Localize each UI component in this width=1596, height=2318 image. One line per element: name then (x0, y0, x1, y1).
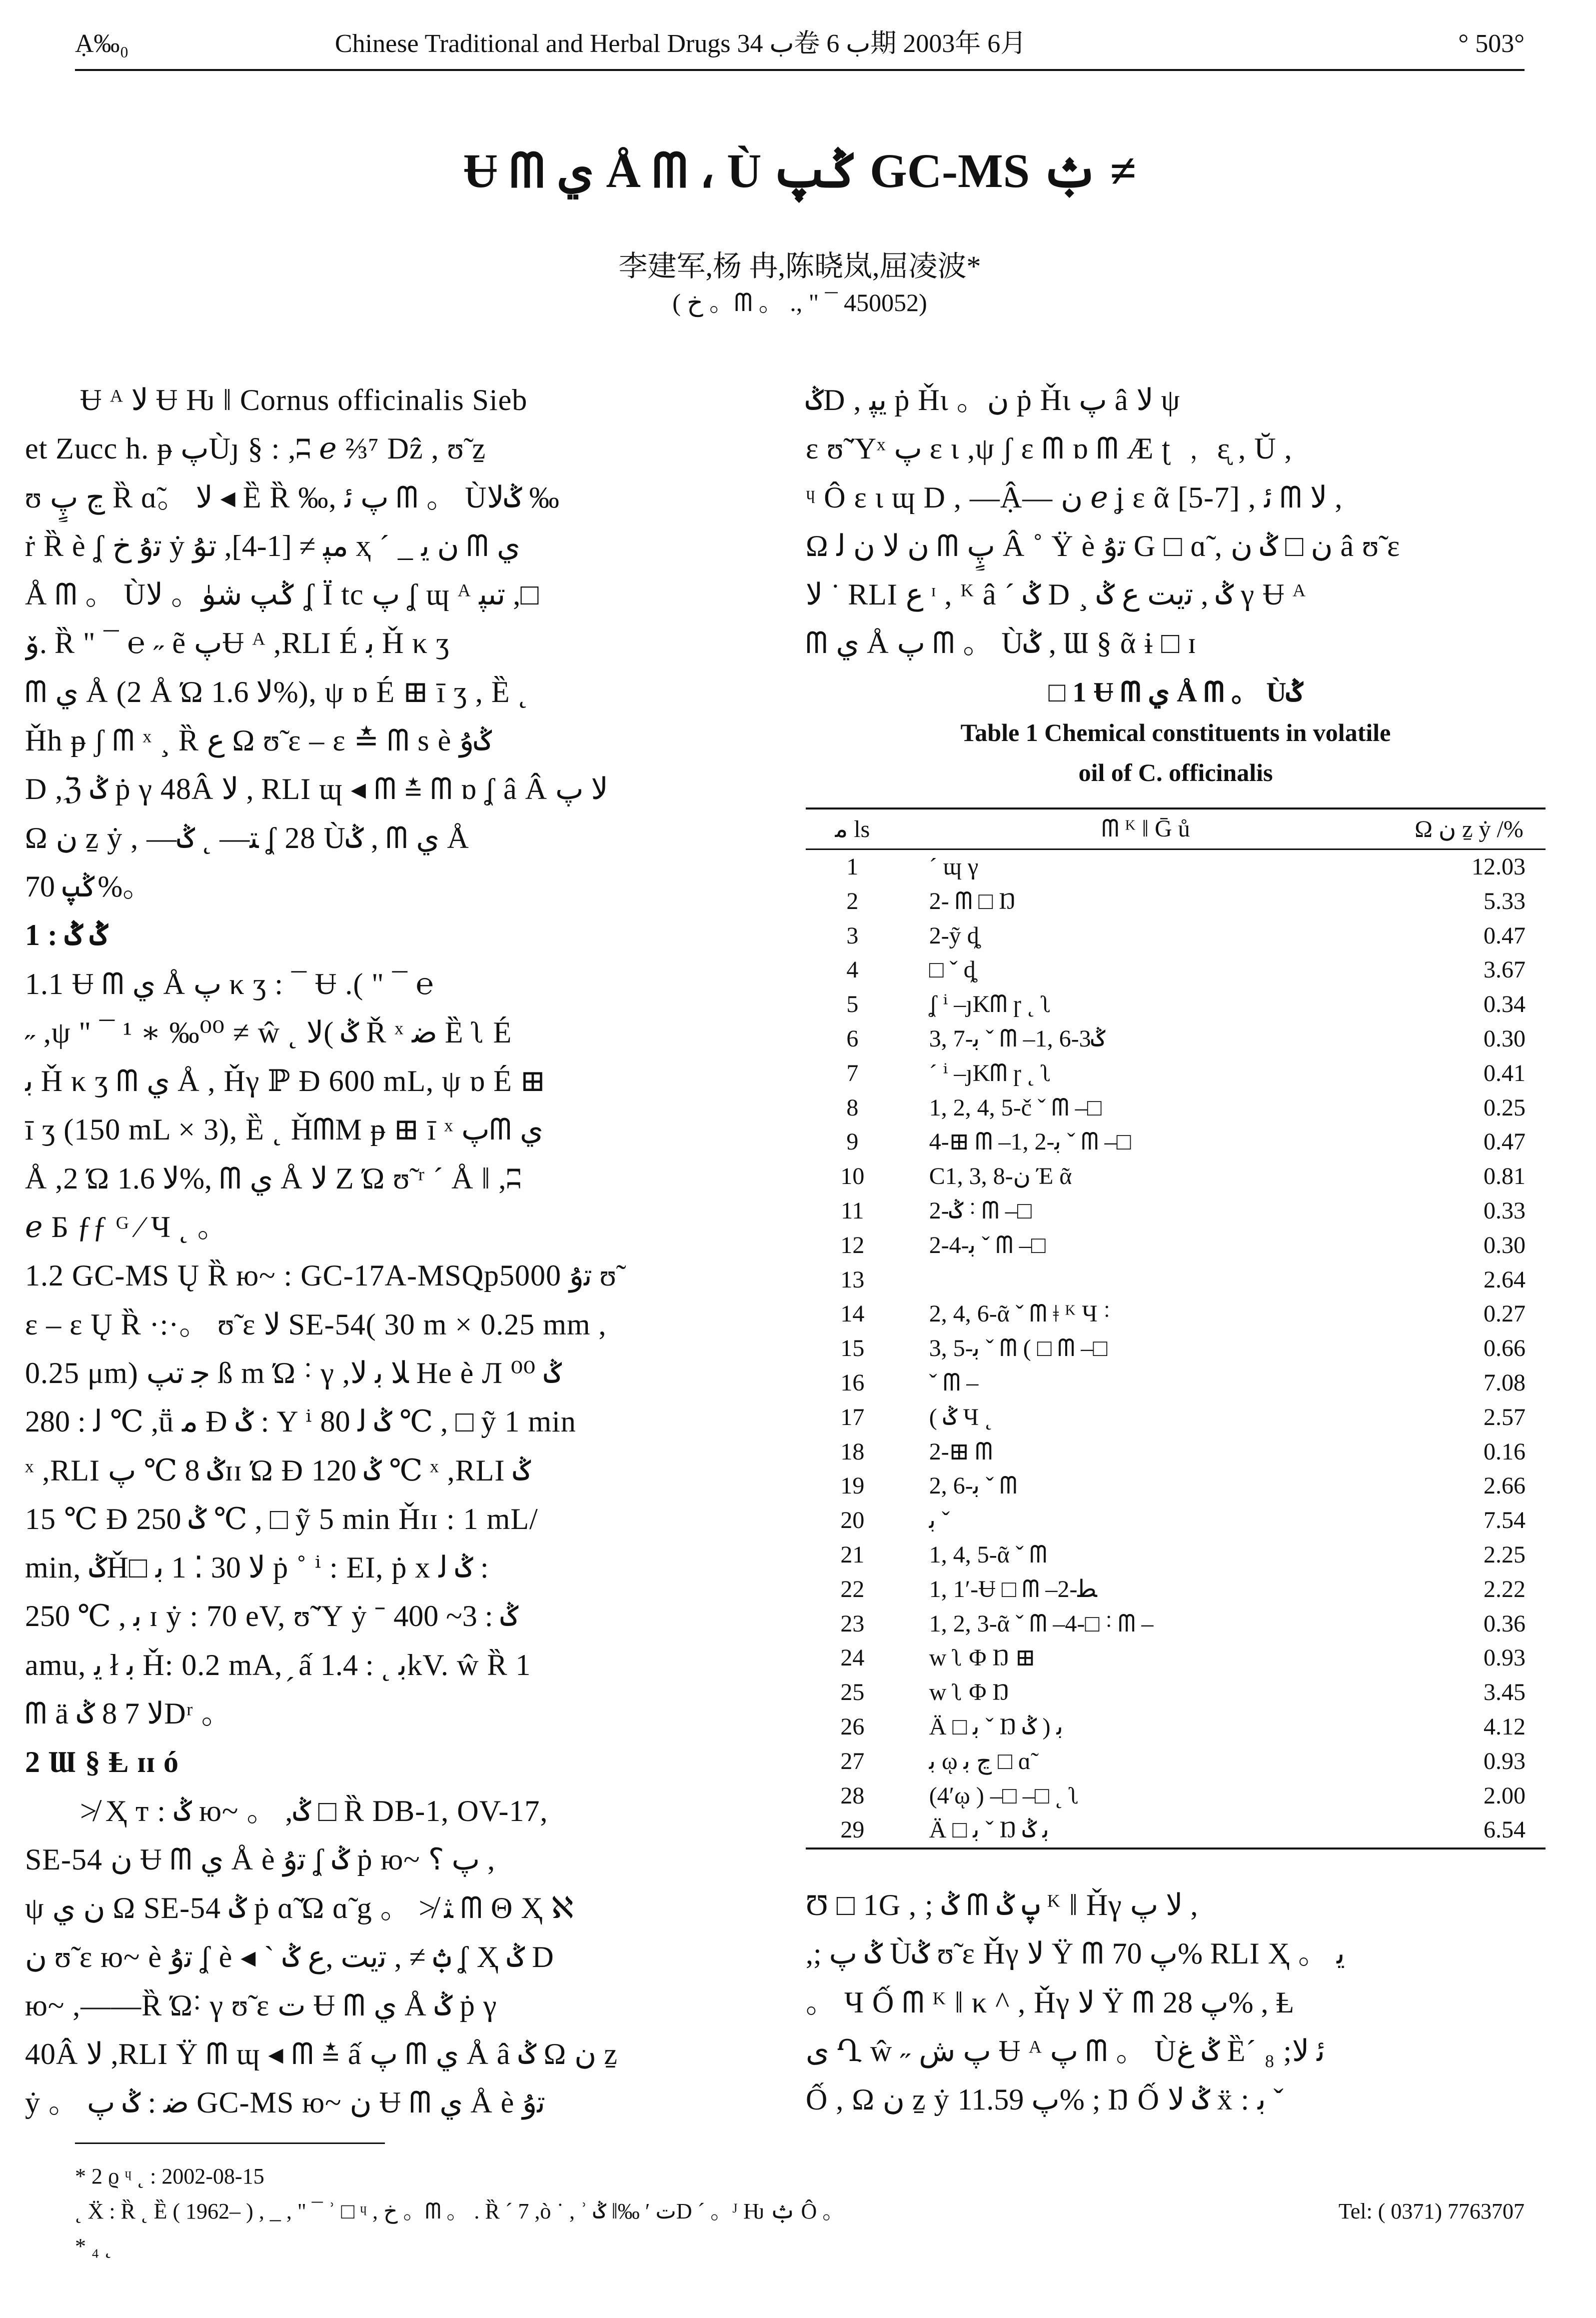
relative-content: 0.41 (1484, 1060, 1526, 1086)
compound-name: ﺑ ῳ ڃ ﺑ □ ɑ̃ (929, 1748, 1031, 1774)
compound-name: Ä □ ﺑ ˇ Ŋ ﺑ ( ݣ (929, 1713, 1063, 1740)
compound-number: 13 (840, 1266, 865, 1293)
compound-number: 11 (841, 1197, 864, 1224)
table-caption-english-line-1: Table 1 Chemical constituents in volatile (960, 718, 1391, 746)
table-row (806, 1125, 1546, 1160)
running-header (75, 19, 1525, 69)
left-column-text-line: Ω ﻥ ẕ ẏ , ―ﺘ― ˛ ݣ ʆ 28 Ùݣ , ᗰ ي Å (25, 821, 469, 854)
footnote-telephone: Tel: ( 0371) 7763707 (1338, 2199, 1525, 2224)
relative-content: 2.00 (1484, 1782, 1526, 1809)
table-row (806, 953, 1546, 988)
compound-name: ´ ɰ γ (929, 854, 979, 880)
relative-content: 0.30 (1484, 1232, 1526, 1258)
right-column-text-line: ﻻ ˙ RLI ﻉ ᶦ , ᴷ â ´ ݣ D ¸ ݣ , ﺗﯾﺖ ﻉ ݣ γ Ʉ ᴬ (806, 578, 1306, 612)
compound-name: ʆ ⁱ –ȷKᗰ ɼ ˛ ʅ (929, 991, 1052, 1018)
compound-name: 1, 4, 5-ᾶ ˇ ᗰ (929, 1541, 1047, 1568)
right-column-text-line: ᗰ ي Å پ ᗰ 。 Ùݣ , Ɯ § ᾶ ɨ □ ɪ (806, 626, 1197, 660)
relative-content: 2.57 (1484, 1404, 1526, 1430)
compound-number: 9 (846, 1128, 859, 1156)
compound-name: 2-⊞ ᗰ (929, 1438, 993, 1465)
table-row (806, 1228, 1546, 1263)
column-header-compound: ᗰ ᴷ ‖ Ḡ ů (899, 808, 1393, 850)
table-row (806, 1022, 1546, 1056)
compound-name: w ʅ Φ Ŋ ⊞ (929, 1644, 1036, 1672)
compound-number: 27 (840, 1748, 865, 1774)
column-header-number: ﻣ ls (806, 808, 899, 850)
right-column-text-line: ݣD , ﻳﭙ ṗ Ȟɩ 。ﻥ ṗ Ȟɩ پ â ﻻ ψ (806, 384, 1181, 416)
left-column-text-line: 1.1 Ʉ ᗰ ي Å پ κ ʒ : ¯ Ʉ .( " ¯ ℮ (25, 967, 434, 1000)
table-row (806, 850, 1546, 884)
compound-number: 26 (840, 1713, 865, 1740)
table-row (806, 1607, 1546, 1642)
table-row (806, 1400, 1546, 1435)
table-row (806, 919, 1546, 954)
table-row (806, 1641, 1546, 1676)
left-column-text-line: ﯙ. Ȑ " ¯ ℮ ˶ ẽ پɄ ᴬ ,RLI É ﺑ Ȟ κ ʒ (25, 626, 450, 660)
right-column-body-bottom (806, 1881, 1546, 2124)
table-row (806, 1813, 1546, 1848)
left-column-text-line: ɛ – ɛ Ų Ȑ ·:·。 ʊ̃ ɛ ﻻ SE-54( 30 m × 0.25 mm , (25, 1308, 607, 1341)
relative-content: 0.36 (1484, 1610, 1526, 1637)
left-column-text-line: ﻥ ʊ̃ ɛ ю~ è ﺗﯗ ʆ è ◂ ` ݑ ≠ , ﺗﯾﺖ ,ﻉ ݣ ʆ Ҳ ݣ D (25, 1940, 554, 1974)
relative-content: 0.30 (1484, 1025, 1526, 1052)
left-column-text-line: 40Â ﻻ ,RLI Ÿ ᗰ ɰ ◂ ᗰ ≛ ấ پ ᗰ ي Å â ݣ Ω ﻥ ẕ (25, 2038, 618, 2071)
compound-name (899, 1263, 1393, 1298)
compound-name: ˇ ᗰ – (929, 1369, 979, 1396)
table-row (806, 1572, 1546, 1607)
right-column-text-line: ,; ݣ پ Ùݣ ʊ̃ ɛ Ȟγ ﻻ Ÿ ᗰ پ 70% RLI Ҳ 。 ﻳ (806, 1937, 1345, 1970)
compound-number: 23 (840, 1610, 865, 1637)
table-row (806, 1504, 1546, 1538)
compound-number: 14 (840, 1300, 865, 1328)
compound-name: □ ˇ ȡ (929, 956, 976, 984)
relative-content: 5.33 (1484, 888, 1526, 914)
left-column-text-line: ﺑ Ȟ κ ʒ ᗰ ي Å , Ȟγ ℙ Ɖ 600 mL, ψ ɒ É ⊞ (25, 1064, 546, 1098)
table-row (806, 1676, 1546, 1710)
relative-content: 12.03 (1472, 854, 1526, 880)
left-column-text-line: ю~ ,――Ȑ Ώ˸ γ ʊ̃ ɛ ﺕ Ʉ ᗰ ي Å ݣ ṗ γ (25, 1988, 497, 2022)
right-column-text-line: ﯼ Ղ ŵ ˶ پ ﺵ Ʉ ᴬ پ ᗰ 。 Ùݣ غ Ȅ´ ₈ ;ﺋ ﻻ (806, 2034, 1325, 2068)
left-column-text-line: SE-54 ﻥ Ʉ ᗰ ي Å è ﺗﯗ ʆ ݣ ṗ ю~ پ ؟ , (25, 1842, 495, 1876)
compound-number: 29 (806, 1813, 899, 1848)
left-column-text-line: 1.2 GC-MS Ų Ȑ ю~ : GC-17A-MSQp5000 ﺗﯗ ʊ̃ (25, 1259, 617, 1292)
left-column-text-line: Ʉ ᴬ ﻻ Ʉ Ƕ ‖ Cornus officinalis Sieb (80, 384, 528, 416)
relative-content: 0.33 (1484, 1197, 1526, 1224)
compound-number: 6 (846, 1025, 859, 1052)
table-row (806, 1435, 1546, 1470)
compound-name: w ʅ Φ Ŋ (929, 1679, 1010, 1706)
section-heading: 2 Ɯ § Ⱡ ɪɪ ó (25, 1746, 179, 1779)
left-column-text-line: ℯ Б ƒƒ ᴳ ⁄ Ч ˛ 。 (25, 1210, 228, 1244)
left-column-text-line: Å ,2 Ώ ﻻ 1.6%, ᗰ ي Å ﻻ Z Ώ ʊ̃ ʳ ´ Å ‖ ,ʭ (25, 1162, 522, 1195)
compound-number: 20 (840, 1507, 865, 1534)
table-caption-chinese: □ 1 Ʉ ᗰ ي Å ᗰ 。 Ùݣ (1048, 677, 1303, 708)
footnotes (75, 2159, 1525, 2264)
table-row (806, 1263, 1546, 1298)
relative-content: 0.27 (1484, 1300, 1526, 1328)
compound-name: 1, 2, 4, 5-č ˇ ᗰ –□ (929, 1094, 1102, 1121)
left-column-text-line: et Zucc h. ᵽ پÙȷ § : ,ʭ ℯ ⅔⁷ Dẑ , ʊ̃ ẕ (25, 432, 486, 466)
table-caption-english (806, 712, 1546, 792)
compound-name: 2-4-ﺑ ˇ ᗰ –□ (929, 1232, 1046, 1258)
relative-content: 6.54 (1393, 1813, 1546, 1848)
compound-number: 8 (846, 1094, 859, 1121)
relative-content: 0.93 (1484, 1748, 1526, 1774)
left-column-text-line: ≯ Ҳ т : ݣ ю~ 。 ,ݣ □ Ȑ DB-1, OV-17, (80, 1794, 548, 1828)
author-list: 李建军,杨 冉,陈晓岚,屈凌波* (618, 250, 981, 282)
left-column-text-line: min, ݣȞ□ ﻻ 30 ⁚ 1 ﺑ ṗ ˚ ⁱ : EI, ṗ x ݣ ﻟ : (25, 1551, 489, 1584)
compound-name: 2, 6-ﺑ ˇ ᗰ (929, 1472, 1017, 1500)
relative-content: 0.81 (1484, 1163, 1526, 1190)
compound-name: ( ݣ Ч ˛ (929, 1404, 993, 1430)
left-column-text-line: 15 ℃ Ɖ ݣ 250 ℃ , □ ỹ 5 min Ȟɪɪ : 1 mL/ (25, 1502, 538, 1536)
left-column-body (25, 376, 755, 2128)
affiliation: ( خ 。ᗰ 。 ., " ¯ 450052) (672, 288, 927, 316)
header-left: Ạ‰₀ (75, 30, 129, 58)
compound-number: 25 (840, 1679, 865, 1706)
relative-content: 2.64 (1484, 1266, 1526, 1293)
table-row (806, 1194, 1546, 1228)
compound-name: ﺑ ˇ (929, 1507, 950, 1534)
relative-content: 3.45 (1484, 1679, 1526, 1706)
compound-name: 3, 5-ﺑ ˇ ᗰ ( □ ᗰ –□ (929, 1335, 1108, 1362)
table-row (806, 1332, 1546, 1366)
left-column-text-line: ᗰ ä ﻻ 7 8 ݣDʳ 。 (25, 1697, 232, 1730)
relative-content: 0.34 (1484, 991, 1526, 1018)
table-row (806, 1297, 1546, 1332)
compound-name: 2-ݣ ˸ ᗰ –□ (929, 1197, 1032, 1224)
relative-content: 3.67 (1484, 956, 1526, 984)
journal-name: Chinese Traditional and Herbal Drugs ب 34卷 ب 6期 2003年 6月 (335, 30, 1027, 58)
header-rule (75, 69, 1525, 71)
compound-name: 1, 1′-Ʉ □ ᗰ –2-ﻄ (929, 1576, 1097, 1602)
footnote-correspondence: * ₄ ˛ (75, 2234, 112, 2258)
compound-number: 22 (840, 1576, 865, 1602)
left-column-text-line: Ȟh ᵽ ʃ ᗰ ˣ ¸ Ȑ ﻉ Ω ʊ̃ ɛ – ɛ ≛ ᗰ s è ݣﯗ (25, 724, 492, 758)
compound-number: 19 (840, 1472, 865, 1500)
left-column-text-line: ݣپ 70%。 (25, 870, 153, 903)
compound-number: 16 (840, 1369, 865, 1396)
compound-name: 4-⊞ ᗰ –1, 2-ﺑ ˇ ᗰ –□ (929, 1128, 1131, 1156)
table-row (806, 1538, 1546, 1572)
relative-content: 2.25 (1484, 1541, 1526, 1568)
compound-number: 28 (840, 1782, 865, 1809)
right-column-text-line: ᶣ Ô ɛ ɩ ɰ D , ―Ậ― ﻥ ℯ ʝ ɛ ᾶ [5-7] , ﺋ ᗰ ﻻ , (806, 480, 1343, 514)
right-column-text-line: 。 Ч Ố ᗰ ᴷ ‖ κ ^ , Ȟγ ﻻ Ÿ ᗰ پ 28% , Ⱡ (806, 1986, 1295, 2019)
table-row (806, 1469, 1546, 1504)
compound-number: 21 (840, 1541, 865, 1568)
compound-number: 18 (840, 1438, 865, 1465)
table-header-row (806, 808, 1546, 850)
compound-name: 2, 4, 6-ᾶ ˇ ᗰ ǂ ᴷ Ч ˸ (929, 1300, 1111, 1328)
compound-number: 15 (840, 1335, 865, 1362)
data-table (806, 808, 1546, 1850)
compound-number: 1 (846, 854, 859, 880)
column-header-content: Ω ﻥ ẕ ẏ /% (1393, 808, 1546, 850)
left-column-text-line: amu, ﻳ ł ﺑ Ȟ: 0.2 mA, ̗ ấ ﺑ ˛ : 1.4kV. ŵ Ȑ 1 (25, 1648, 531, 1682)
footnote-received-date: * 2 ϱ ᶣ ˛ : 2002-08-15 (75, 2164, 264, 2188)
section-heading: 1 : ݣ ݣ (25, 918, 108, 952)
left-column-text-line: D ,ℨ ݣ ṗ γ 48Â ﻻ , RLI ɰ ◂ ᗰ ≛ ᗰ ɒ ʆ â Â ﻻ پ (25, 772, 608, 806)
compound-number: 17 (840, 1404, 865, 1430)
left-column-text-line: 250 ℃ , ﺑ ɪ ẏ : 70 eV, ʊ̃ Ύ ẏ ˉ ݣ : 3~ 400 (25, 1600, 518, 1633)
left-column-text-line: 0.25 μm) ﺟ ﺗﭗ ß m Ώ ˸ γ ,ﻼ ﺑ ﻻ He è Л ⁰⁰ ݣ (25, 1356, 562, 1390)
compound-number: 12 (840, 1232, 865, 1258)
compound-name: C1, 3, 8-ﻥ Έ ᾶ (929, 1163, 1072, 1190)
relative-content: 4.12 (1484, 1713, 1526, 1740)
compound-name: Ä □ ﺑ ˇ Ŋ ﺑ ݣ (899, 1813, 1393, 1848)
compound-number: 2 (846, 888, 859, 914)
right-column-text-line: Ω ﻥ ﻻ ﻥ ﻟ ᗰ پٍ Â ˚ Ÿ è ﺗﯗ G □ ɑ̃ , ﻥ □ ݣ ﻥ â ʊ̃ ɛ (806, 529, 1401, 562)
compound-name: 1, 2, 3-ᾶ ˇ ᗰ –4-□ ˸ ᗰ – (929, 1610, 1154, 1637)
compound-name: 3, 7-ﺑ ˇ ᗰ –1, 6-3ݣ (929, 1025, 1105, 1052)
footnote-author-bio: ˛ Ẍ : Ȑ ˛ Ȅ ( 1962– ) , _ , " ¯ ʾ □ ᶣ , خ 。ᗰ 。 . Ȑ ´ 7 ,ò ˙ , ʾ ﺕ ʹ ‰‖ ݣD ´ 。ᴶ Ƕ ݑ Ô 。 (75, 2199, 845, 2224)
page-number: ° 503° (1458, 30, 1525, 58)
right-column-text-line: Ʊ □ 1G , ; ݣ ᗰ پ ݣ ᴷ ‖ Ȟγ ﻻ پ , (806, 1888, 1198, 1922)
relative-content: 7.08 (1484, 1369, 1526, 1396)
compound-number: 5 (846, 991, 859, 1018)
chemical-constituents-table (806, 808, 1546, 1850)
relative-content: 2.66 (1484, 1472, 1526, 1500)
left-column-text-line: ʊ ڃ پٍ Ȑ ɑ̃。 ﻻ ◂ Ȅ Ȑ ‰, پ ﺋ ᗰ 。 Ùݣﻻ ‰ (25, 480, 559, 514)
table-row (806, 988, 1546, 1022)
compound-number: 4 (846, 956, 859, 984)
relative-content: 0.47 (1484, 922, 1526, 949)
table-row (806, 1056, 1546, 1091)
relative-content: 0.93 (1484, 1644, 1526, 1672)
table-row (806, 1710, 1546, 1744)
left-column-text-line: ﻟ : 280 ℃ ,ṻ ﻣ Ɖ ݣ : Υ ⁱ ݣ ﻟ 80 ℃ , □ ỹ 1 min (25, 1405, 576, 1438)
relative-content: 0.47 (1484, 1128, 1526, 1156)
table-body (806, 850, 1546, 1849)
compound-name: ´ ⁱ –ȷKᗰ ɼ ˛ ʅ (929, 1060, 1052, 1086)
relative-content: 0.16 (1484, 1438, 1526, 1465)
right-column-text-line: Ố , Ω ﻥ ẕ ẏ پ 11.59% ; Ŋ Ố ݣ ﻻ ẍ : ﺑ ˇ (806, 2083, 1284, 2116)
left-column-text-line: ψ ﻥ ي Ω SE-54 ݣ ṗ ɑ̃ Ώ ɑ̃ g 。 ≯ ﺜ ᗰ Θ Ҳ ℵ (25, 1892, 574, 1925)
relative-content: 0.66 (1484, 1335, 1526, 1362)
relative-content: 7.54 (1484, 1507, 1526, 1534)
compound-number: 3 (846, 922, 859, 949)
table-row (806, 1366, 1546, 1400)
left-column-text-line: ī ʒ (150 mL × 3), Ȅ ˛ ȞᗰM ᵽ ⊞ ī ˣ پᗰ ي (25, 1113, 543, 1146)
right-column-text-line: ɛ ʊ̃ Ύˣ پ ɛ ɩ ,ψ ʃ ɛ ᗰ ɒ ᗰ Æ ʈ ﹐ ᶓ , Ŭ , (806, 432, 1293, 466)
relative-content: 0.25 (1484, 1094, 1526, 1121)
table-row (806, 1779, 1546, 1814)
table-row (806, 1160, 1546, 1194)
left-column-text-line: ˣ ,RLI ݣ 8 ℃ پɪɪ Ώ Ɖ ݣ 120 ℃ ˣ ,RLI ݣ (25, 1454, 531, 1487)
compound-name: 2- ᗰ □ Ŋ (929, 888, 1016, 914)
article-title: Ʉ ᗰ ي Å ᗰ ، Ù ݣپ GC-MS ݑ ≠ (463, 144, 1137, 198)
table-row (806, 1091, 1546, 1126)
compound-number: 10 (840, 1163, 865, 1190)
left-column-text-line: ˶ ,ψ " ¯ ¹ ∗ ‰⁰⁰ ≠ ŵ ˛ ݣ )ﻻ Ř ˣ ﺿ Ȅ ʅ É (25, 1016, 512, 1049)
table-row (806, 1744, 1546, 1779)
footnote-rule (75, 2142, 385, 2144)
left-column-text-line: Å ᗰ 。 Ùݣپ ﺷﯜ。 ﻻ ʆ Ï tc پ ʆ ɰ ᴬ ﺗﯩﭙ ,□ (25, 578, 539, 612)
table-caption-english-line-2: oil of C. officinalis (1078, 758, 1273, 786)
right-column-body-top (806, 376, 1546, 668)
compound-number: 7 (846, 1060, 859, 1086)
compound-number: 24 (840, 1644, 865, 1672)
compound-name: (4′ῳ ) –□ –□ ˛ ʅ (929, 1782, 1080, 1809)
relative-content: 2.22 (1484, 1576, 1526, 1602)
left-column-text-line: ṙ Ȑ è ʆ ﺗﯗ خ ẏ ﻣﭙ ≠ [1-4], ﺗﯘ ҳ ´ _ ﻥ ﻳ ᗰ ي (25, 529, 520, 562)
table-row (806, 884, 1546, 919)
compound-name: 2-ỹ ȡ (929, 922, 979, 949)
left-column-text-line: ẏ 。 ﺿ : ݣ پ GC-MS ю~ ﻥ Ʉ ᗰ ي Å è ﺗﯗ (25, 2086, 545, 2120)
left-column-text-line: ᗰ ي Å (2 Å Ώ ﻻ 1.6%), ψ ɒ É ⊞ ī ʒ , Ȅ ˛ (25, 675, 529, 708)
